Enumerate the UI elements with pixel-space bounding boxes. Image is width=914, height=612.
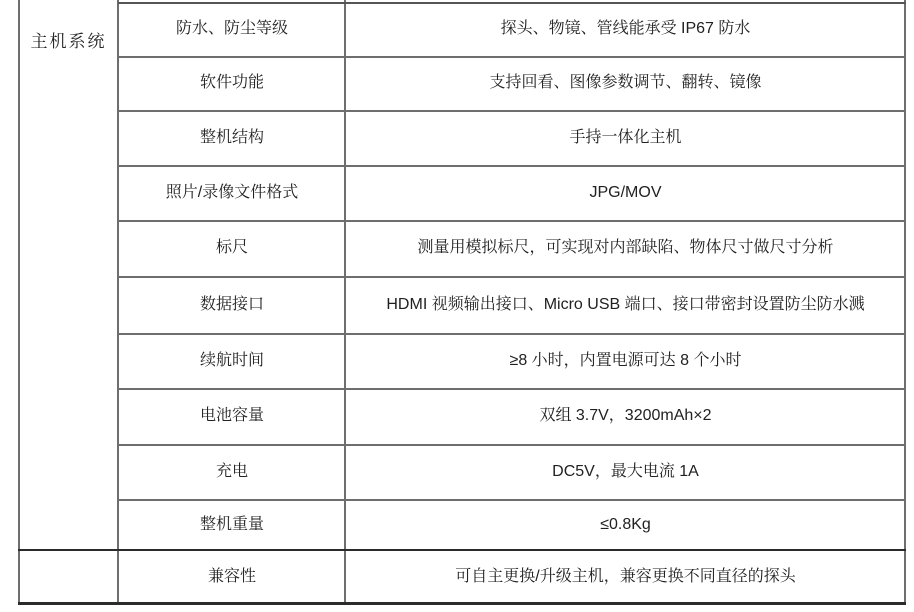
spec-name-cell: 整机结构 (199, 128, 264, 146)
spec-value-cell: 双组 3.7V，3200mAh×2 (539, 407, 712, 425)
spec-name-cell: 防水、防尘等级 (175, 20, 288, 38)
spec-name-cell: 兼容性 (207, 568, 256, 586)
spec-name-cell: 数据接口 (199, 295, 264, 313)
spec-name-cell: 充电 (215, 462, 248, 480)
row-divider (118, 388, 906, 390)
spec-name-cell: 标尺 (215, 239, 248, 257)
section-cell-empty (19, 551, 118, 603)
column-divider-1 (117, 0, 119, 605)
row-divider (118, 444, 906, 446)
row-divider (118, 110, 906, 112)
row-divider (118, 165, 906, 167)
column-divider-2 (344, 0, 346, 605)
spec-value-cell: ≤0.8Kg (600, 515, 651, 533)
table-bottom-border (18, 602, 906, 605)
spec-value-cell: 测量用模拟标尺，可实现对内部缺陷、物体尺寸做尺寸分析 (417, 239, 834, 257)
spec-value-cell: 手持一体化主机 (569, 128, 682, 146)
spec-value-cell: 支持回看、图像参数调节、翻转、镜像 (489, 74, 762, 92)
section-cell-host-system: 主机系统 (30, 32, 107, 51)
row-divider (118, 2, 906, 4)
table-left-border (18, 0, 20, 605)
row-divider (118, 220, 906, 222)
row-divider (118, 56, 906, 58)
spec-name-cell: 电池容量 (199, 407, 264, 425)
table-right-border (904, 0, 906, 605)
spec-name-cell: 照片/录像文件格式 (165, 183, 299, 201)
spec-name-cell: 整机重量 (199, 515, 264, 533)
spec-name-cell: 软件功能 (199, 74, 264, 92)
row-divider (118, 499, 906, 501)
spec-value-cell: DC5V，最大电流 1A (552, 462, 699, 480)
spec-value-cell: ≥8 小时，内置电源可达 8 个小时 (509, 351, 742, 369)
spec-name-cell: 续航时间 (199, 351, 264, 369)
section-divider (18, 549, 906, 551)
spec-value-cell: 探头、物镜、管线能承受 IP67 防水 (500, 20, 751, 38)
spec-value-cell: JPG/MOV (589, 183, 662, 201)
row-divider (118, 333, 906, 335)
row-divider (118, 276, 906, 278)
spec-value-cell: 可自主更换/升级主机，兼容更换不同直径的探头 (455, 568, 796, 586)
spec-value-cell: HDMI 视频输出接口、Micro USB 端口、接口带密封设置防尘防水溅 (386, 295, 865, 313)
